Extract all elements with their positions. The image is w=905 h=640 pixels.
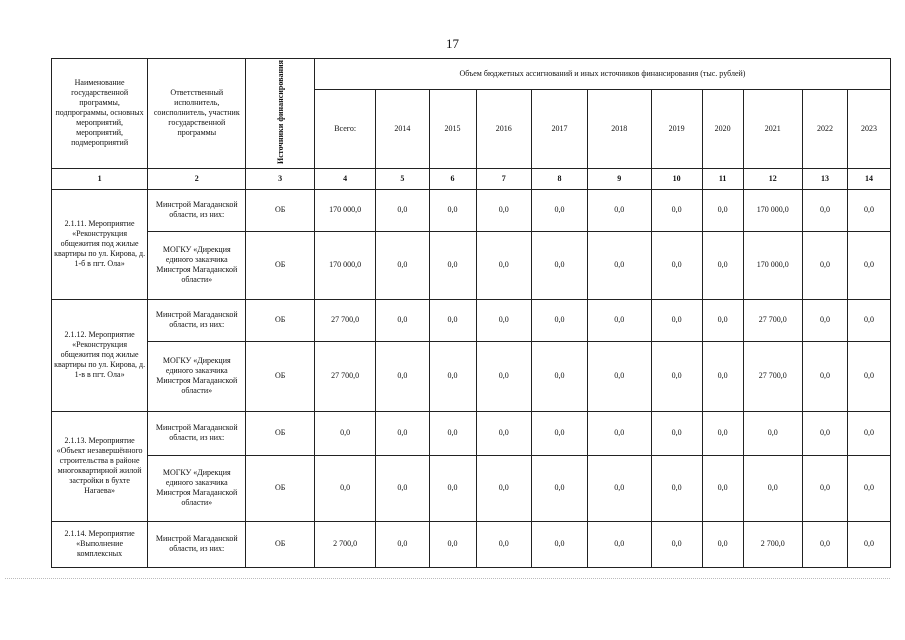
column-number: 14 bbox=[847, 168, 890, 189]
year-value-cell: 0,0 bbox=[847, 299, 890, 341]
column-number: 5 bbox=[376, 168, 429, 189]
year-value-cell: 170 000,0 bbox=[743, 189, 802, 231]
year-value-cell: 0,0 bbox=[588, 189, 651, 231]
year-value-cell: 0,0 bbox=[651, 189, 702, 231]
year-value-cell: 0,0 bbox=[429, 455, 476, 521]
year-value-cell: 0,0 bbox=[847, 455, 890, 521]
year-value-cell: 0,0 bbox=[651, 521, 702, 567]
budget-row bbox=[52, 189, 891, 231]
header-executor: Ответственный исполнитель, соисполнитель, участник государственной программы bbox=[148, 59, 246, 169]
header-funding-source bbox=[246, 59, 315, 169]
year-value-cell: 0,0 bbox=[429, 521, 476, 567]
year-value-cell: 0,0 bbox=[847, 189, 890, 231]
year-value-cell: 0,0 bbox=[802, 341, 847, 411]
funding-source-cell: ОБ bbox=[246, 341, 315, 411]
header-total: Всего: bbox=[314, 90, 375, 169]
year-value-cell: 0,0 bbox=[651, 341, 702, 411]
year-value-cell: 0,0 bbox=[802, 521, 847, 567]
header-year: 2017 bbox=[531, 90, 587, 169]
budget-row bbox=[52, 299, 891, 341]
year-value-cell: 0,0 bbox=[476, 231, 531, 299]
budget-row bbox=[52, 341, 891, 411]
year-value-cell: 0,0 bbox=[376, 299, 429, 341]
total-cell: 27 700,0 bbox=[314, 341, 375, 411]
year-value-cell: 0,0 bbox=[702, 521, 743, 567]
year-value-cell: 0,0 bbox=[376, 189, 429, 231]
funding-source-cell: ОБ bbox=[246, 455, 315, 521]
header-year: 2014 bbox=[376, 90, 429, 169]
funding-source-cell: ОБ bbox=[246, 189, 315, 231]
year-value-cell: 0,0 bbox=[702, 455, 743, 521]
total-cell: 27 700,0 bbox=[314, 299, 375, 341]
year-value-cell: 0,0 bbox=[588, 521, 651, 567]
year-value-cell: 0,0 bbox=[376, 455, 429, 521]
year-value-cell: 0,0 bbox=[588, 299, 651, 341]
total-cell: 170 000,0 bbox=[314, 231, 375, 299]
year-value-cell: 0,0 bbox=[702, 189, 743, 231]
executor-cell: Минстрой Магаданской области, из них: bbox=[148, 299, 246, 341]
year-value-cell: 0,0 bbox=[588, 341, 651, 411]
year-value-cell: 0,0 bbox=[651, 299, 702, 341]
year-value-cell: 0,0 bbox=[376, 411, 429, 455]
year-value-cell: 0,0 bbox=[588, 231, 651, 299]
executor-cell: МОГКУ «Дирекция единого заказчика Минстроя Магаданской области» bbox=[148, 341, 246, 411]
page-number: 17 bbox=[446, 36, 459, 51]
year-value-cell: 0,0 bbox=[743, 455, 802, 521]
total-cell: 170 000,0 bbox=[314, 189, 375, 231]
year-value-cell: 0,0 bbox=[847, 411, 890, 455]
column-numbers-row bbox=[52, 168, 891, 189]
column-number: 10 bbox=[651, 168, 702, 189]
column-number: 8 bbox=[531, 168, 587, 189]
column-number: 4 bbox=[314, 168, 375, 189]
header-year: 2019 bbox=[651, 90, 702, 169]
year-value-cell: 0,0 bbox=[743, 411, 802, 455]
year-value-cell: 0,0 bbox=[429, 231, 476, 299]
year-value-cell: 0,0 bbox=[429, 189, 476, 231]
total-cell: 2 700,0 bbox=[314, 521, 375, 567]
year-value-cell: 0,0 bbox=[702, 341, 743, 411]
year-value-cell: 0,0 bbox=[531, 231, 587, 299]
funding-source-cell: ОБ bbox=[246, 299, 315, 341]
year-value-cell: 0,0 bbox=[531, 341, 587, 411]
program-name-cell: 2.1.14. Мероприятие «Выполнение комплексных bbox=[52, 521, 148, 567]
total-cell: 0,0 bbox=[314, 411, 375, 455]
year-value-cell: 0,0 bbox=[376, 341, 429, 411]
year-value-cell: 0,0 bbox=[429, 411, 476, 455]
scan-artifact-line bbox=[5, 578, 890, 580]
column-number: 7 bbox=[476, 168, 531, 189]
column-number: 9 bbox=[588, 168, 651, 189]
year-value-cell: 0,0 bbox=[531, 189, 587, 231]
executor-cell: МОГКУ «Дирекция единого заказчика Минстроя Магаданской области» bbox=[148, 231, 246, 299]
budget-table bbox=[51, 58, 891, 568]
program-name-cell: 2.1.13. Мероприятие «Объект незавершённого строительства в районе многоквартирной жилой застройки в бухте Нагаева» bbox=[52, 411, 148, 521]
year-value-cell: 0,0 bbox=[702, 299, 743, 341]
year-value-cell: 0,0 bbox=[802, 231, 847, 299]
column-number: 12 bbox=[743, 168, 802, 189]
year-value-cell: 27 700,0 bbox=[743, 341, 802, 411]
total-cell: 0,0 bbox=[314, 455, 375, 521]
year-value-cell: 0,0 bbox=[476, 411, 531, 455]
year-value-cell: 0,0 bbox=[476, 299, 531, 341]
header-year: 2018 bbox=[588, 90, 651, 169]
program-name-cell: 2.1.11. Мероприятие «Реконструкция общежития под жилые квартиры по ул. Кирова, д. 1-б в пгт. Ола» bbox=[52, 189, 148, 299]
column-number: 1 bbox=[52, 168, 148, 189]
year-value-cell: 0,0 bbox=[651, 455, 702, 521]
year-value-cell: 0,0 bbox=[429, 341, 476, 411]
year-value-cell: 0,0 bbox=[376, 521, 429, 567]
year-value-cell: 0,0 bbox=[429, 299, 476, 341]
column-number: 6 bbox=[429, 168, 476, 189]
year-value-cell: 0,0 bbox=[847, 341, 890, 411]
year-value-cell: 0,0 bbox=[802, 411, 847, 455]
executor-cell: МОГКУ «Дирекция единого заказчика Минстроя Магаданской области» bbox=[148, 455, 246, 521]
year-value-cell: 0,0 bbox=[531, 411, 587, 455]
header-year: 2023 bbox=[847, 90, 890, 169]
year-value-cell: 0,0 bbox=[802, 299, 847, 341]
executor-cell: Минстрой Магаданской области, из них: bbox=[148, 411, 246, 455]
year-value-cell: 0,0 bbox=[802, 455, 847, 521]
year-value-cell: 0,0 bbox=[651, 231, 702, 299]
year-value-cell: 0,0 bbox=[476, 455, 531, 521]
year-value-cell: 0,0 bbox=[702, 231, 743, 299]
header-budget-volume: Объем бюджетных ассигнований и иных источников финансирования (тыс. рублей) bbox=[314, 59, 890, 90]
year-value-cell: 0,0 bbox=[476, 189, 531, 231]
funding-source-cell: ОБ bbox=[246, 411, 315, 455]
budget-row bbox=[52, 455, 891, 521]
year-value-cell: 27 700,0 bbox=[743, 299, 802, 341]
column-number: 2 bbox=[148, 168, 246, 189]
year-value-cell: 0,0 bbox=[531, 521, 587, 567]
funding-source-cell: ОБ bbox=[246, 231, 315, 299]
year-value-cell: 0,0 bbox=[476, 521, 531, 567]
year-value-cell: 0,0 bbox=[702, 411, 743, 455]
year-value-cell: 0,0 bbox=[476, 341, 531, 411]
header-program-name: Наименование государственной программы, подпрограммы, основных мероприятий, мероприятий, подмероприятий bbox=[52, 59, 148, 169]
header-year: 2021 bbox=[743, 90, 802, 169]
funding-source-cell: ОБ bbox=[246, 521, 315, 567]
column-number: 3 bbox=[246, 168, 315, 189]
header-year: 2020 bbox=[702, 90, 743, 169]
year-value-cell: 0,0 bbox=[588, 411, 651, 455]
year-value-cell: 2 700,0 bbox=[743, 521, 802, 567]
header-funding-source-text: Источники финансирования bbox=[275, 60, 285, 164]
header-year: 2016 bbox=[476, 90, 531, 169]
executor-cell: Минстрой Магаданской области, из них: bbox=[148, 189, 246, 231]
budget-row bbox=[52, 231, 891, 299]
year-value-cell: 0,0 bbox=[531, 299, 587, 341]
executor-cell: Минстрой Магаданской области, из них: bbox=[148, 521, 246, 567]
year-value-cell: 0,0 bbox=[847, 231, 890, 299]
year-value-cell: 0,0 bbox=[376, 231, 429, 299]
header-year: 2015 bbox=[429, 90, 476, 169]
year-value-cell: 0,0 bbox=[531, 455, 587, 521]
year-value-cell: 0,0 bbox=[651, 411, 702, 455]
column-number: 13 bbox=[802, 168, 847, 189]
column-number: 11 bbox=[702, 168, 743, 189]
program-name-cell: 2.1.12. Мероприятие «Реконструкция общежития под жилые квартиры по ул. Кирова, д. 1-в в пгт. Ола» bbox=[52, 299, 148, 411]
year-value-cell: 0,0 bbox=[847, 521, 890, 567]
year-value-cell: 170 000,0 bbox=[743, 231, 802, 299]
budget-row bbox=[52, 411, 891, 455]
year-value-cell: 0,0 bbox=[588, 455, 651, 521]
header-year: 2022 bbox=[802, 90, 847, 169]
budget-row bbox=[52, 521, 891, 567]
year-value-cell: 0,0 bbox=[802, 189, 847, 231]
